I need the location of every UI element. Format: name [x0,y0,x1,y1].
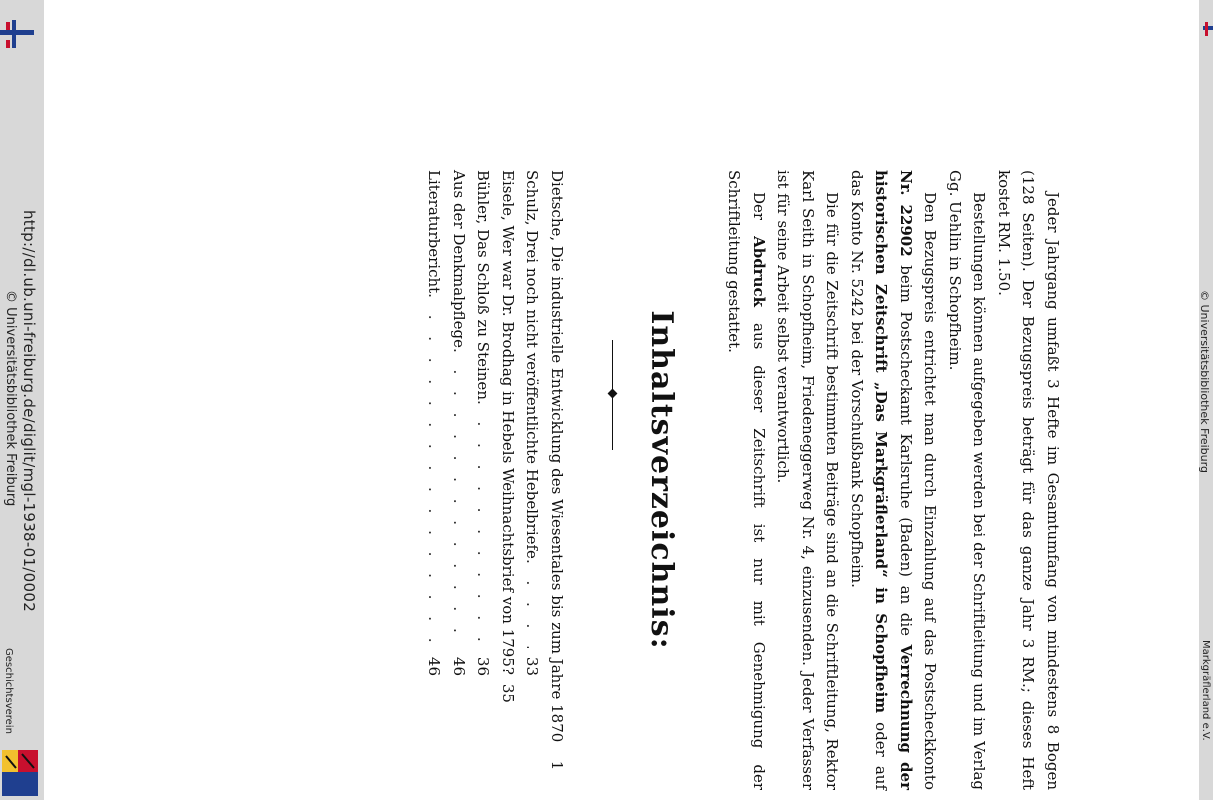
copyright-text: © Universitätsbibliothek Freiburg [1198,290,1211,473]
ornament-divider [612,340,613,450]
paragraph-contributions: Die für die Zeitschrift bestimmten Beiträge sind an die Schriftleitung, Rektor Karl Seith in Schopfheim, Friedeneggerweg Nr. 4, einzusenden. Jeder Verfasser ist für seine Arbeit selbst verantwortlich. [774,170,842,790]
copyright-text: © Universitätsbibliothek Freiburg [3,290,18,507]
paragraph-orders: Bestellungen können aufgegeben werden bei der Schriftleitung und im Verlag Gg. Uehlin in Schopfheim. [946,170,989,790]
paragraph-subscription: Jeder Jahrgang umfaßt 3 Hefte im Gesamtumfang von mindestens 8 Bogen (128 Seiten). Der Bezugspreis beträgt für das ganze Jahr 3 RM.; dieses Heft kostet RM. 1.50. [995,170,1062,790]
toc-row: Literaturbericht . . . 46 [422,170,447,676]
society-text: Markgräflerland e.V. [1200,640,1211,741]
society-text: Geschichtsverein [3,648,14,734]
toc-heading: Inhaltsverzeichnis: [644,310,679,650]
toc-row: Bühler, Das Schloß zu Steinen . . . 36 [471,170,496,676]
toc-row: Eisele, Wer war Dr. Brodhag in Hebels Weihnachtsbrief von 1795? 35 [499,170,517,703]
toc-row: Dietsche, Die industrielle Entwicklung des Wiesentales bis zum Jahre 1870 1 [548,170,566,771]
paragraph-payment: Den Bezugspreis entrichtet man durch Einzahlung auf das Postscheckkonto Nr. 22902 beim Postscheckamt Karlsruhe (Baden) an die Verrechnung der historischen Zeitschrift „Das Markgräflerland“ in Schopfheim oder auf das Konto Nr. 5242 bei der Vorschußbank Schopfheim. [848,170,940,790]
toc-row: Schulz, Drei noch nicht veröffentlichte Hebelbriefe . . . 33 [520,170,545,676]
document-page [425,170,1065,790]
paragraph-reprint: Der Abdruck aus dieser Zeitschrift ist nur mit Genehmigung der Schriftleitung gestattet. [725,170,768,790]
source-url-link[interactable]: http://dl.ub.uni-freiburg.de/diglit/mgl-1938-01/0002 [20,210,38,613]
toc-row: Aus der Denkmalpflege . . . 46 [447,170,472,676]
table-of-contents [422,170,569,771]
left-vertical-caption [0,0,44,800]
right-vertical-caption [1199,0,1213,800]
